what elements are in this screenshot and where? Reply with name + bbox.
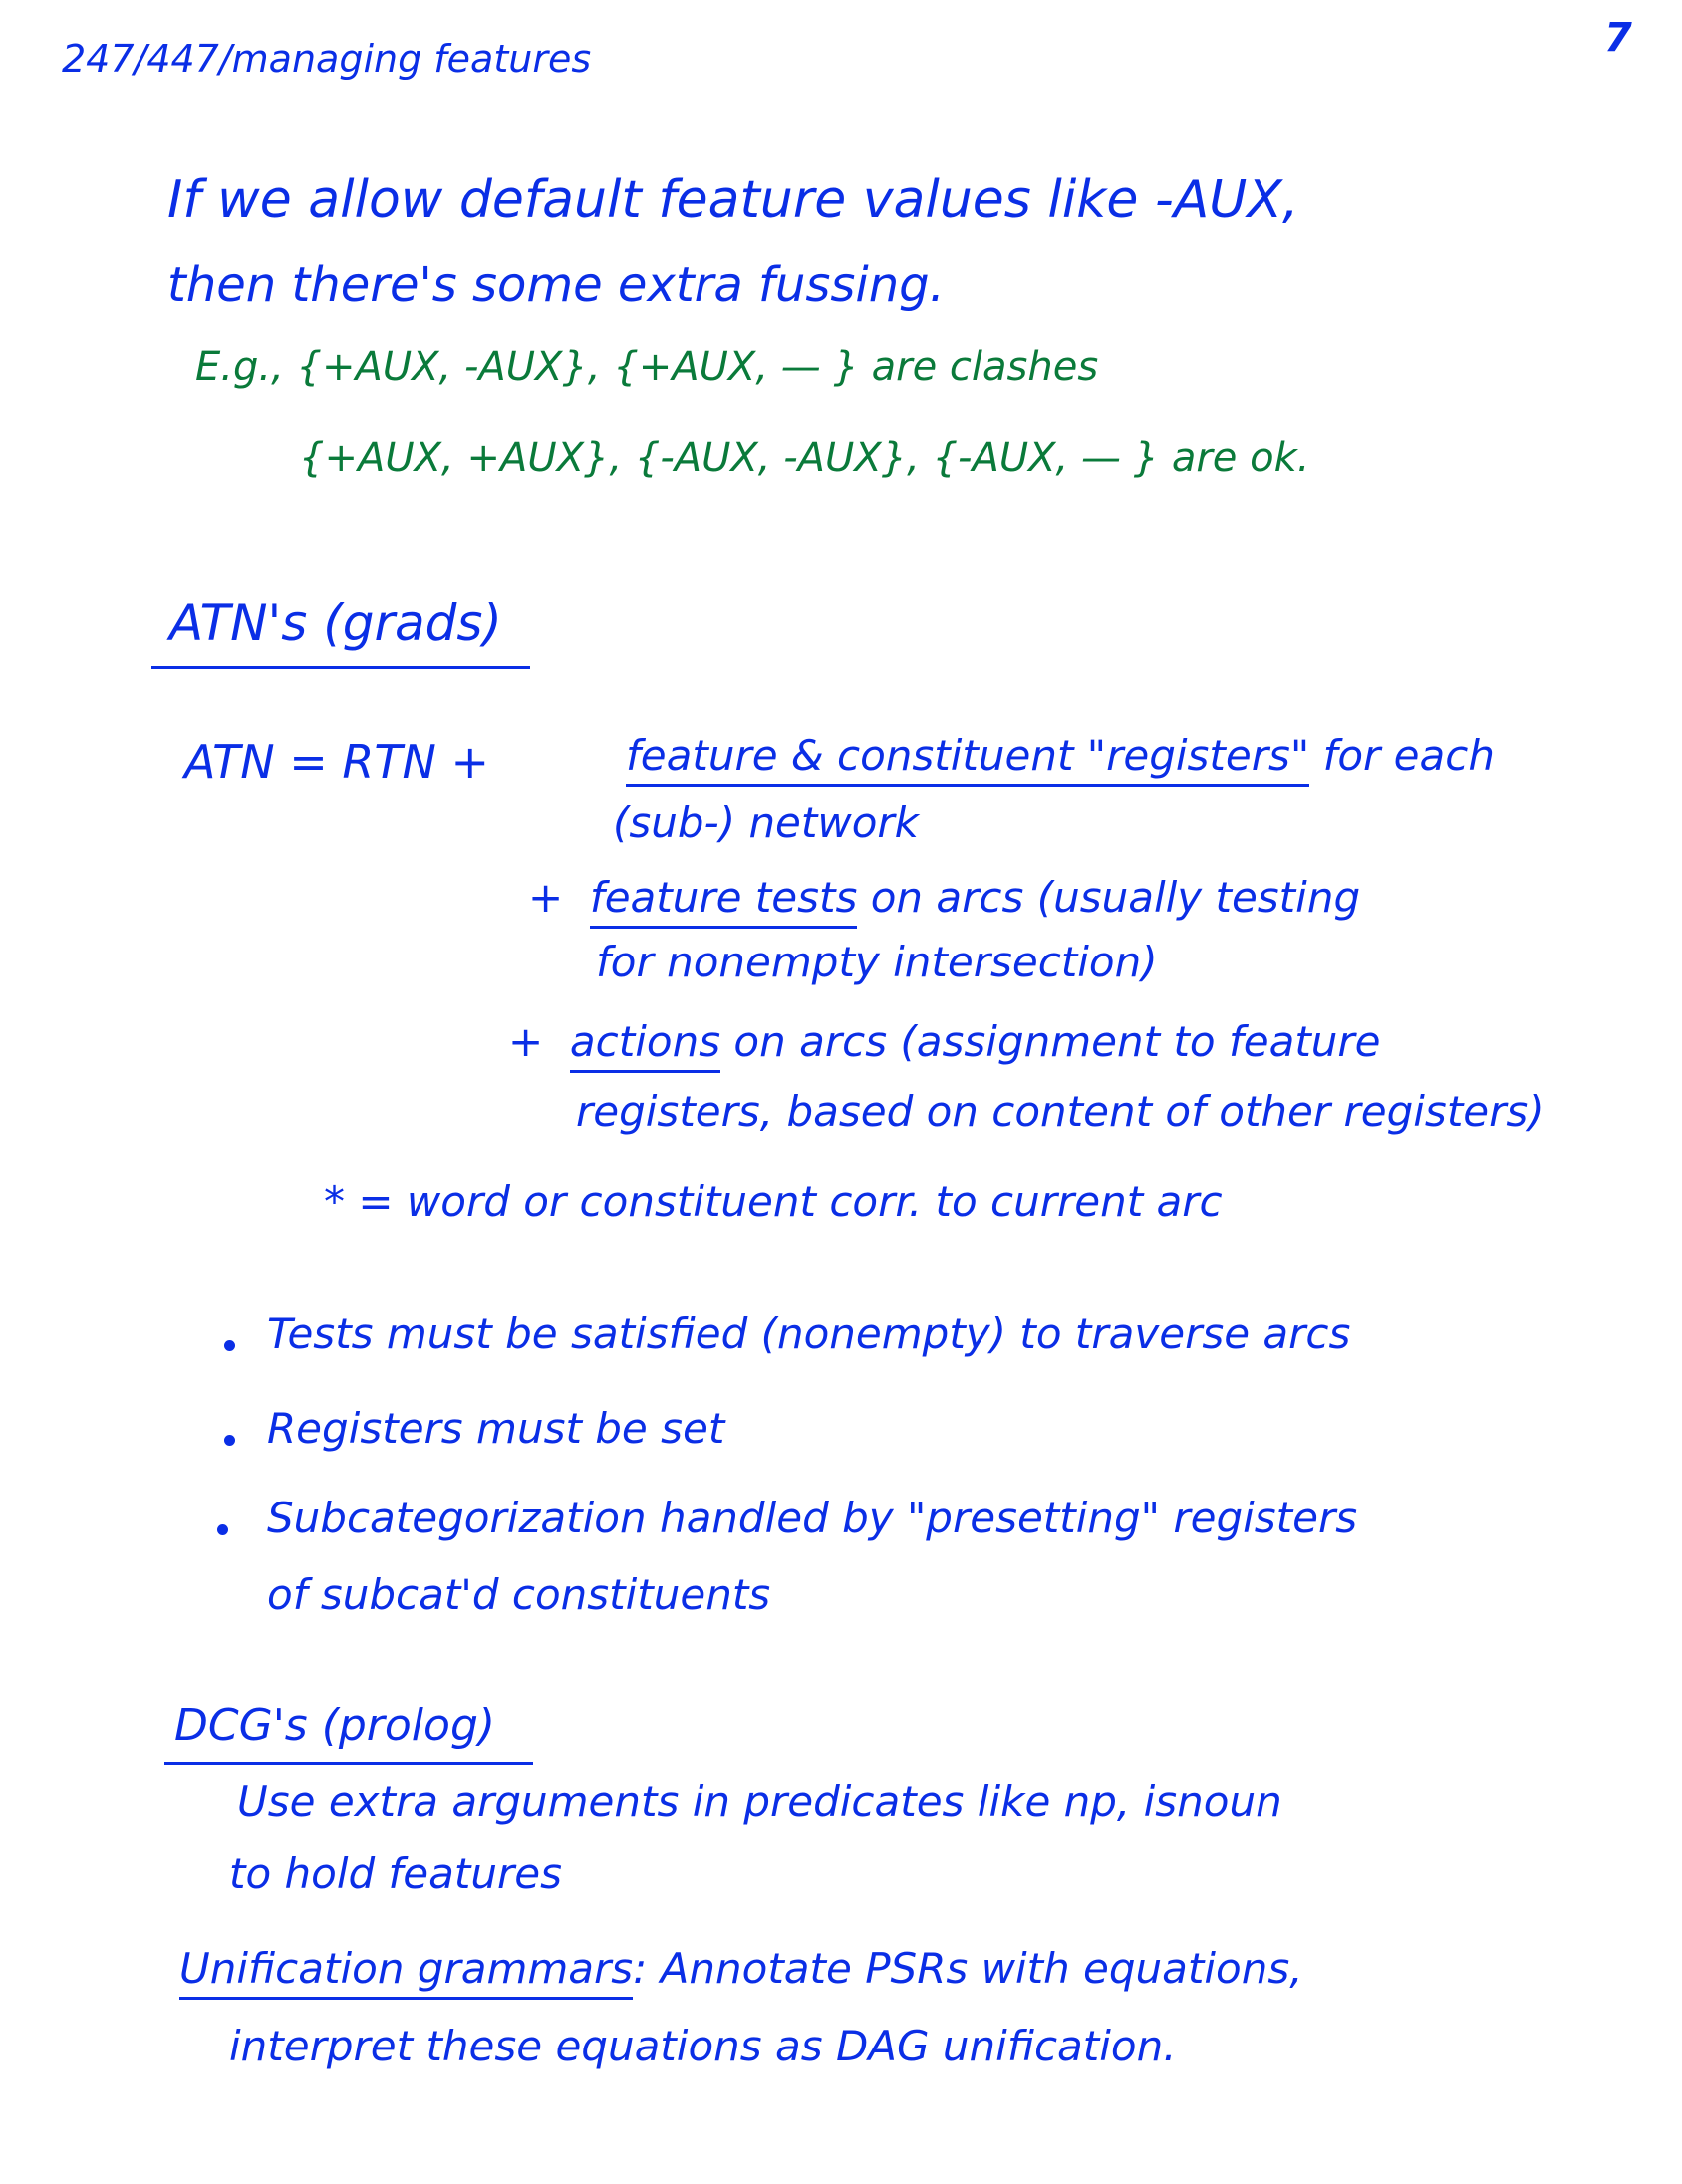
star-definition: * = word or constituent corr. to current arc (324, 1177, 1223, 1226)
bullet-dot (217, 1524, 228, 1535)
bullet-dot (224, 1340, 235, 1351)
clash-example: E.g., {+AUX, -AUX}, {+AUX, — } are clashes (195, 344, 1099, 390)
page-number: 7 (1604, 15, 1632, 61)
bullet-subcat-cont: of subcat'd constituents (267, 1570, 771, 1619)
unification-rest: : Annotate PSRs with equations, (633, 1944, 1303, 1993)
feature-tests-rest: on arcs (usually testing (857, 873, 1361, 922)
dcg-line-1: Use extra arguments in predicates like np, isnoun (237, 1777, 1282, 1826)
dcg-heading: DCG's (prolog) (174, 1700, 496, 1751)
registers-rest: for each (1309, 731, 1495, 780)
ok-example: {+AUX, +AUX}, {-AUX, -AUX}, {-AUX, — } are ok. (299, 435, 1310, 481)
plus-sign: + (508, 1017, 544, 1066)
atn-def-line-3-cont: registers, based on content of other registers) (576, 1087, 1544, 1136)
atn-def-line-2-cont: for nonempty intersection) (596, 938, 1158, 986)
course-header: 247/447/managing features (62, 37, 592, 81)
actions-term: actions (570, 1017, 720, 1073)
unification-line-2: interpret these equations as DAG unification. (229, 2022, 1177, 2070)
dcg-heading-underline (164, 1762, 533, 1765)
plus-sign: + (528, 873, 564, 922)
bullet-subcat: Subcategorization handled by "presetting" registers (267, 1494, 1358, 1542)
atn-def-line-3 (508, 1017, 1381, 1066)
atn-def-line-1-cont: (sub-) network (613, 798, 920, 847)
registers-term: feature & constituent "registers" (626, 731, 1309, 787)
feature-tests-term: feature tests (590, 873, 857, 929)
atn-def-line-1 (626, 731, 1495, 780)
bullet-dot (224, 1435, 235, 1446)
atn-heading: ATN's (grads) (169, 594, 502, 652)
actions-rest: on arcs (assignment to feature (720, 1017, 1381, 1066)
atn-definition-lhs: ATN = RTN + (184, 735, 490, 789)
unification-term: Unification grammars (179, 1944, 633, 2000)
defaults-line-2: then there's some extra fussing. (167, 257, 945, 313)
dcg-line-2: to hold features (229, 1849, 562, 1898)
bullet-tests: Tests must be satisfied (nonempty) to traverse arcs (267, 1309, 1351, 1358)
atn-heading-underline (151, 666, 530, 669)
defaults-line-1: If we allow default feature values like -AUX, (167, 170, 1299, 230)
bullet-registers: Registers must be set (267, 1404, 725, 1453)
atn-def-line-2 (528, 873, 1361, 922)
unification-line-1 (179, 1944, 1303, 1993)
